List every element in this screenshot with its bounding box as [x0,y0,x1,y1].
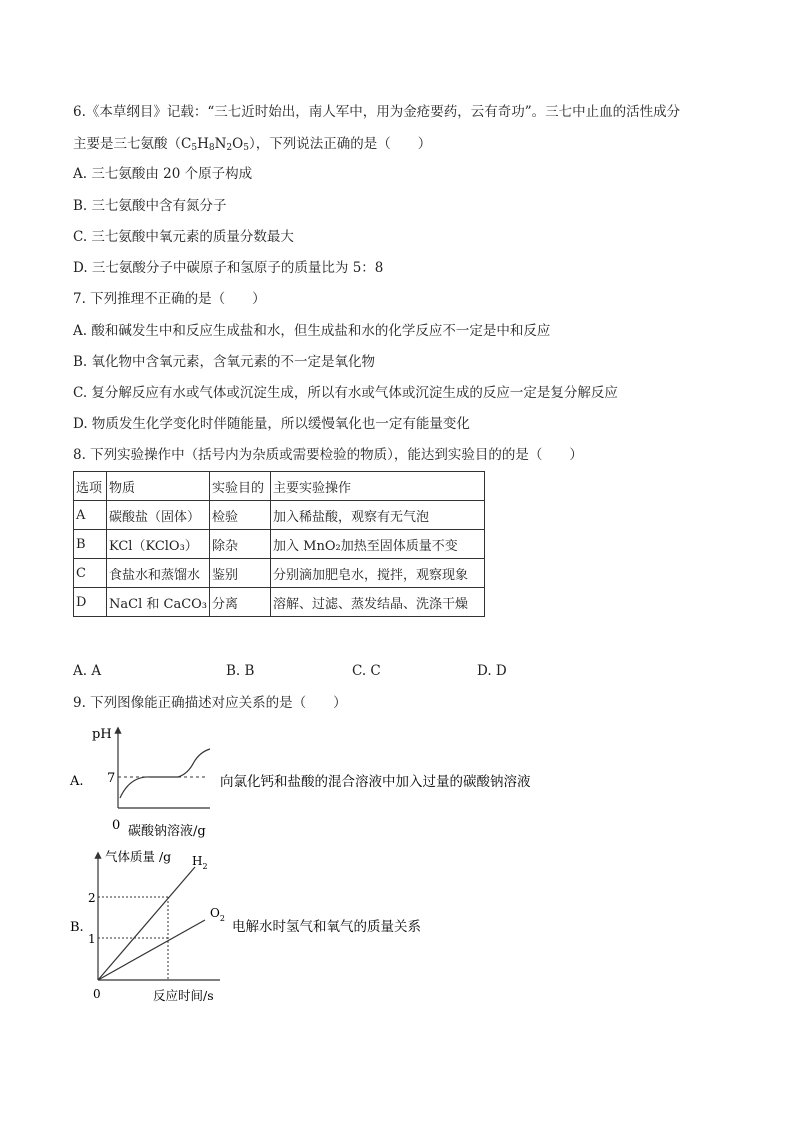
table-cell: 溶解、过滤、蒸发结晶、洗涤干燥 [271,588,485,617]
table-cell: 加入 MnO₂加热至固体质量不变 [271,530,485,559]
q9-graph-a [60,718,560,843]
table-cell: 鉴别 [210,559,271,588]
q8-answer-d: D. D [477,663,507,679]
q8-answer-a: A. A [73,663,102,679]
table-row [74,530,485,559]
table-cell: NaCl 和 CaCO₃ [107,588,210,617]
q6-option-c: C. 三七氨酸中氧元素的质量分数最大 [73,229,294,245]
table-cell: 分离 [210,588,271,617]
table-row [74,559,485,588]
q9b-y-label: 气体质量 /g [105,849,172,864]
q9a-curve [120,749,210,798]
table-cell: 除杂 [210,530,271,559]
q6-option-a: A. 三七氨酸由 20 个原子构成 [73,166,253,182]
table-cell: 碳酸盐（固体） [107,501,210,530]
table-header-row [74,472,485,501]
q9a-description: 向氯化钙和盐酸的混合溶液中加入过量的碳酸钠溶液 [220,774,531,790]
table-cell: D [74,588,107,617]
q9b-tick-1: 1 [88,932,96,946]
q9a-origin: 0 [112,818,121,833]
q7-option-d: D. 物质发生化学变化时伴随能量，所以缓慢氧化也一定有能量变化 [73,416,470,432]
q6-option-d: D. 三七氨酸分子中碳原子和氢原子的质量比为 5：8 [73,260,384,276]
q9b-o2-line [98,920,205,980]
table-cell: 分别滴加肥皂水，搅拌，观察现象 [271,559,485,588]
q9a-x-label: 碳酸钠溶液/g [128,824,206,839]
table-cell: C [74,559,107,588]
q9b-h2-line [98,867,195,980]
table-cell: B [74,530,107,559]
table-header-cell: 物质 [107,472,210,501]
table-cell: KCl（KClO₃） [107,530,210,559]
q9-stem: 9. 下列图像能正确描述对应关系的是（ ） [73,695,347,711]
q8-table [73,471,485,617]
table-header-cell: 选项 [74,472,107,501]
q9b-tick-2: 2 [88,891,96,905]
q9b-h2-label: $H_2$ [192,854,208,871]
q9a-y-tick: 7 [107,771,116,786]
q9b-x-label: 反应时间/s [153,988,214,1003]
q9b-o2-label: $O_2$ [210,906,225,923]
table-cell: A [74,501,107,530]
q8-stem: 8. 下列实验操作中（括号内为杂质或需要检验的物质），能达到实验目的的是（ ） [73,447,583,463]
q9b-letter: B. [70,920,84,935]
q6-option-b: B. 三七氨酸中含有氮分子 [73,198,227,214]
q7-option-b: B. 氧化物中含氧元素，含氧元素的不一定是氧化物 [73,354,376,370]
q7-option-a: A. 酸和碱发生中和反应生成盐和水，但生成盐和水的化学反应不一定是中和反应 [73,323,551,339]
q6-stem-line1: 6.《本草纲目》记载：“三七近时始出，南人军中，用为金疮要药，云有奇功”。三七中止血的活性成分 [73,104,681,120]
table-header-cell: 实验目的 [210,472,271,501]
q8-answer-b: B. B [226,663,255,679]
q9a-y-label: pH [92,727,112,742]
q9a-letter: A. [70,774,84,789]
table-cell: 加入稀盐酸，观察有无气泡 [271,501,485,530]
q8-answer-c: C. C [352,663,381,679]
table-row [74,588,485,617]
table-cell: 食盐水和蒸馏水 [107,559,210,588]
table-row [74,501,485,530]
q9b-description: 电解水时氢气和氧气的质量关系 [232,919,421,935]
q7-stem: 7. 下列推理不正确的是（ ） [73,291,266,307]
q9b-origin: 0 [93,987,101,1001]
table-cell: 检验 [210,501,271,530]
q7-option-c: C. 复分解反应有水或气体或沉淀生成，所以有水或气体或沉淀生成的反应一定是复分解反应 [73,385,618,401]
q6-stem-line2: 主要是三七氨酸$(C_5H_8N_2O_5)$，下列说法正确的是（ ） [73,136,432,153]
table-header-cell: 主要实验操作 [271,472,485,501]
q9-graph-b [60,845,560,1010]
